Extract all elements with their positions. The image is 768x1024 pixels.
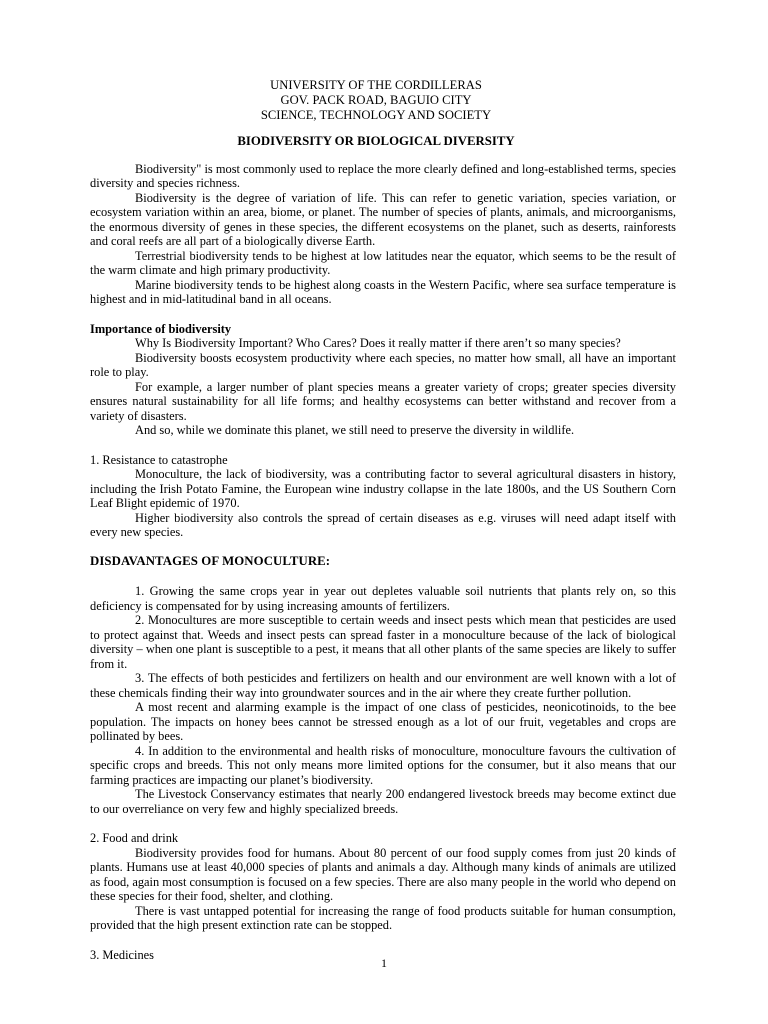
food-section [90, 831, 676, 933]
section-heading: 2. Food and drink [90, 831, 179, 846]
body-paragraph: 1. Growing the same crops year in year out depletes valuable soil nutrients that plants rely on, so this deficiency is compensated for by using increasing amounts of fertilizers. [90, 584, 676, 613]
body-paragraph: A most recent and alarming example is the impact of one class of pesticides, neonicotinoids, to the bee population. The impacts on honey bees cannot be stressed enough as a lot of our fruit, vegetables and crops are pollinated by bees. [90, 700, 676, 744]
body-paragraph: There is vast untapped potential for increasing the range of food products suitable for human consumption, provided that the high present extinction rate can be stopped. [90, 903, 676, 933]
spacer [90, 438, 676, 453]
spacer [90, 816, 676, 831]
intro-paragraph: Marine biodiversity tends to be highest along coasts in the Western Pacific, where sea surface temperature is highest and in mid-latitudinal band in all oceans. [90, 277, 676, 307]
resistance-section [90, 453, 676, 540]
intro-paragraph: Terrestrial biodiversity tends to be highest at low latitudes near the equator, which seems to be the result of the warm climate and high primary productivity. [90, 248, 676, 278]
university-address: GOV. PACK ROAD, BAGUIO CITY [280, 92, 472, 107]
section-heading: 1. Resistance to catastrophe [90, 452, 228, 467]
body-paragraph: And so, while we dominate this planet, we still need to preserve the diversity in wildlife. [135, 423, 575, 438]
body-paragraph: 2. Monocultures are more susceptible to certain weeds and insect pests which mean that pesticides are used to protect against that. Weeds and insect pests can spread faster in a monoculture because of the lack of biological diversity – when one plant is susceptible to a pest, it means that all other plants of the same species are likely to suffer from it. [90, 613, 676, 671]
section-heading: DISDAVANTAGES OF MONOCULTURE: [90, 553, 331, 568]
intro-paragraph: Biodiversity" is most commonly used to replace the more clearly defined and long-established terms, species diversity and species richness. [90, 161, 676, 191]
section-heading: 3. Medicines [90, 947, 155, 962]
section-heading: Importance of biodiversity [90, 321, 232, 336]
body-paragraph: Higher biodiversity also controls the spread of certain diseases as e.g. viruses will need adapt itself with every new species. [90, 510, 676, 540]
spacer [90, 568, 676, 584]
body-paragraph: Why Is Biodiversity Important? Who Cares? Does it really matter if there aren’t so many species? [135, 336, 621, 351]
course-name: SCIENCE, TECHNOLOGY AND SOCIETY [260, 107, 492, 122]
body-paragraph: Biodiversity provides food for humans. About 80 percent of our food supply comes from just 20 kinds of plants. Humans use at least 40,000 species of plants and animals a day. Although many kinds of animals are utilized as food, again most consumption is focused on a few species. There are also many people in the world who depend on these species for their food, shelter, and clothing. [90, 845, 676, 904]
intro-paragraph: Biodiversity is the degree of variation of life. This can refer to genetic variation, species variation, or ecosystem variation within an area, biome, or planet. The number of species of plants, animals, and microorganisms, the enormous diversity of genes in these species, the different ecosystems on the planet, such as deserts, rainforests and coral reefs are all part of a biologically diverse Earth. [90, 190, 676, 249]
importance-section [90, 322, 676, 438]
body-paragraph: The Livestock Conservancy estimates that nearly 200 endangered livestock breeds may become extinct due to our overreliance on very few and highly specialized breeds. [90, 787, 676, 816]
body-paragraph: 3. The effects of both pesticides and fertilizers on health and our environment are well known with a lot of these chemicals finding their way into groundwater sources and in the air where they create further pollution. [90, 671, 676, 700]
monoculture-section [90, 554, 676, 817]
document-title: BIODIVERSITY OR BIOLOGICAL DIVERSITY [237, 134, 515, 149]
body-paragraph: For example, a larger number of plant species means a greater variety of crops; greater species diversity ensures natural sustainability for all life forms; and healthy ecosystems can better withstand and recover from a variety of disasters. [90, 379, 676, 423]
body-paragraph: Biodiversity boosts ecosystem productivity where each species, no matter how small, all have an important role to play. [90, 350, 676, 380]
spacer [90, 540, 676, 554]
intro-section [90, 162, 676, 307]
spacer [90, 307, 676, 322]
document-page [90, 78, 676, 962]
university-name: UNIVERSITY OF THE CORDILLERAS [270, 78, 482, 92]
body-paragraph: Monoculture, the lack of biodiversity, was a contributing factor to several agricultural disasters in history, including the Irish Potato Famine, the European wine industry collapse in the late 1800s, and the US Southern Corn Leaf Blight epidemic of 1970. [90, 467, 676, 511]
letterhead [76, 78, 676, 122]
page-number: 1 [381, 956, 387, 970]
spacer [90, 933, 676, 948]
body-paragraph: 4. In addition to the environmental and health risks of monoculture, monoculture favours the cultivation of specific crops and breeds. This not only means more limited options for the consumer, but it also means that our farming practices are impacting our planet’s biodiversity. [90, 743, 676, 787]
